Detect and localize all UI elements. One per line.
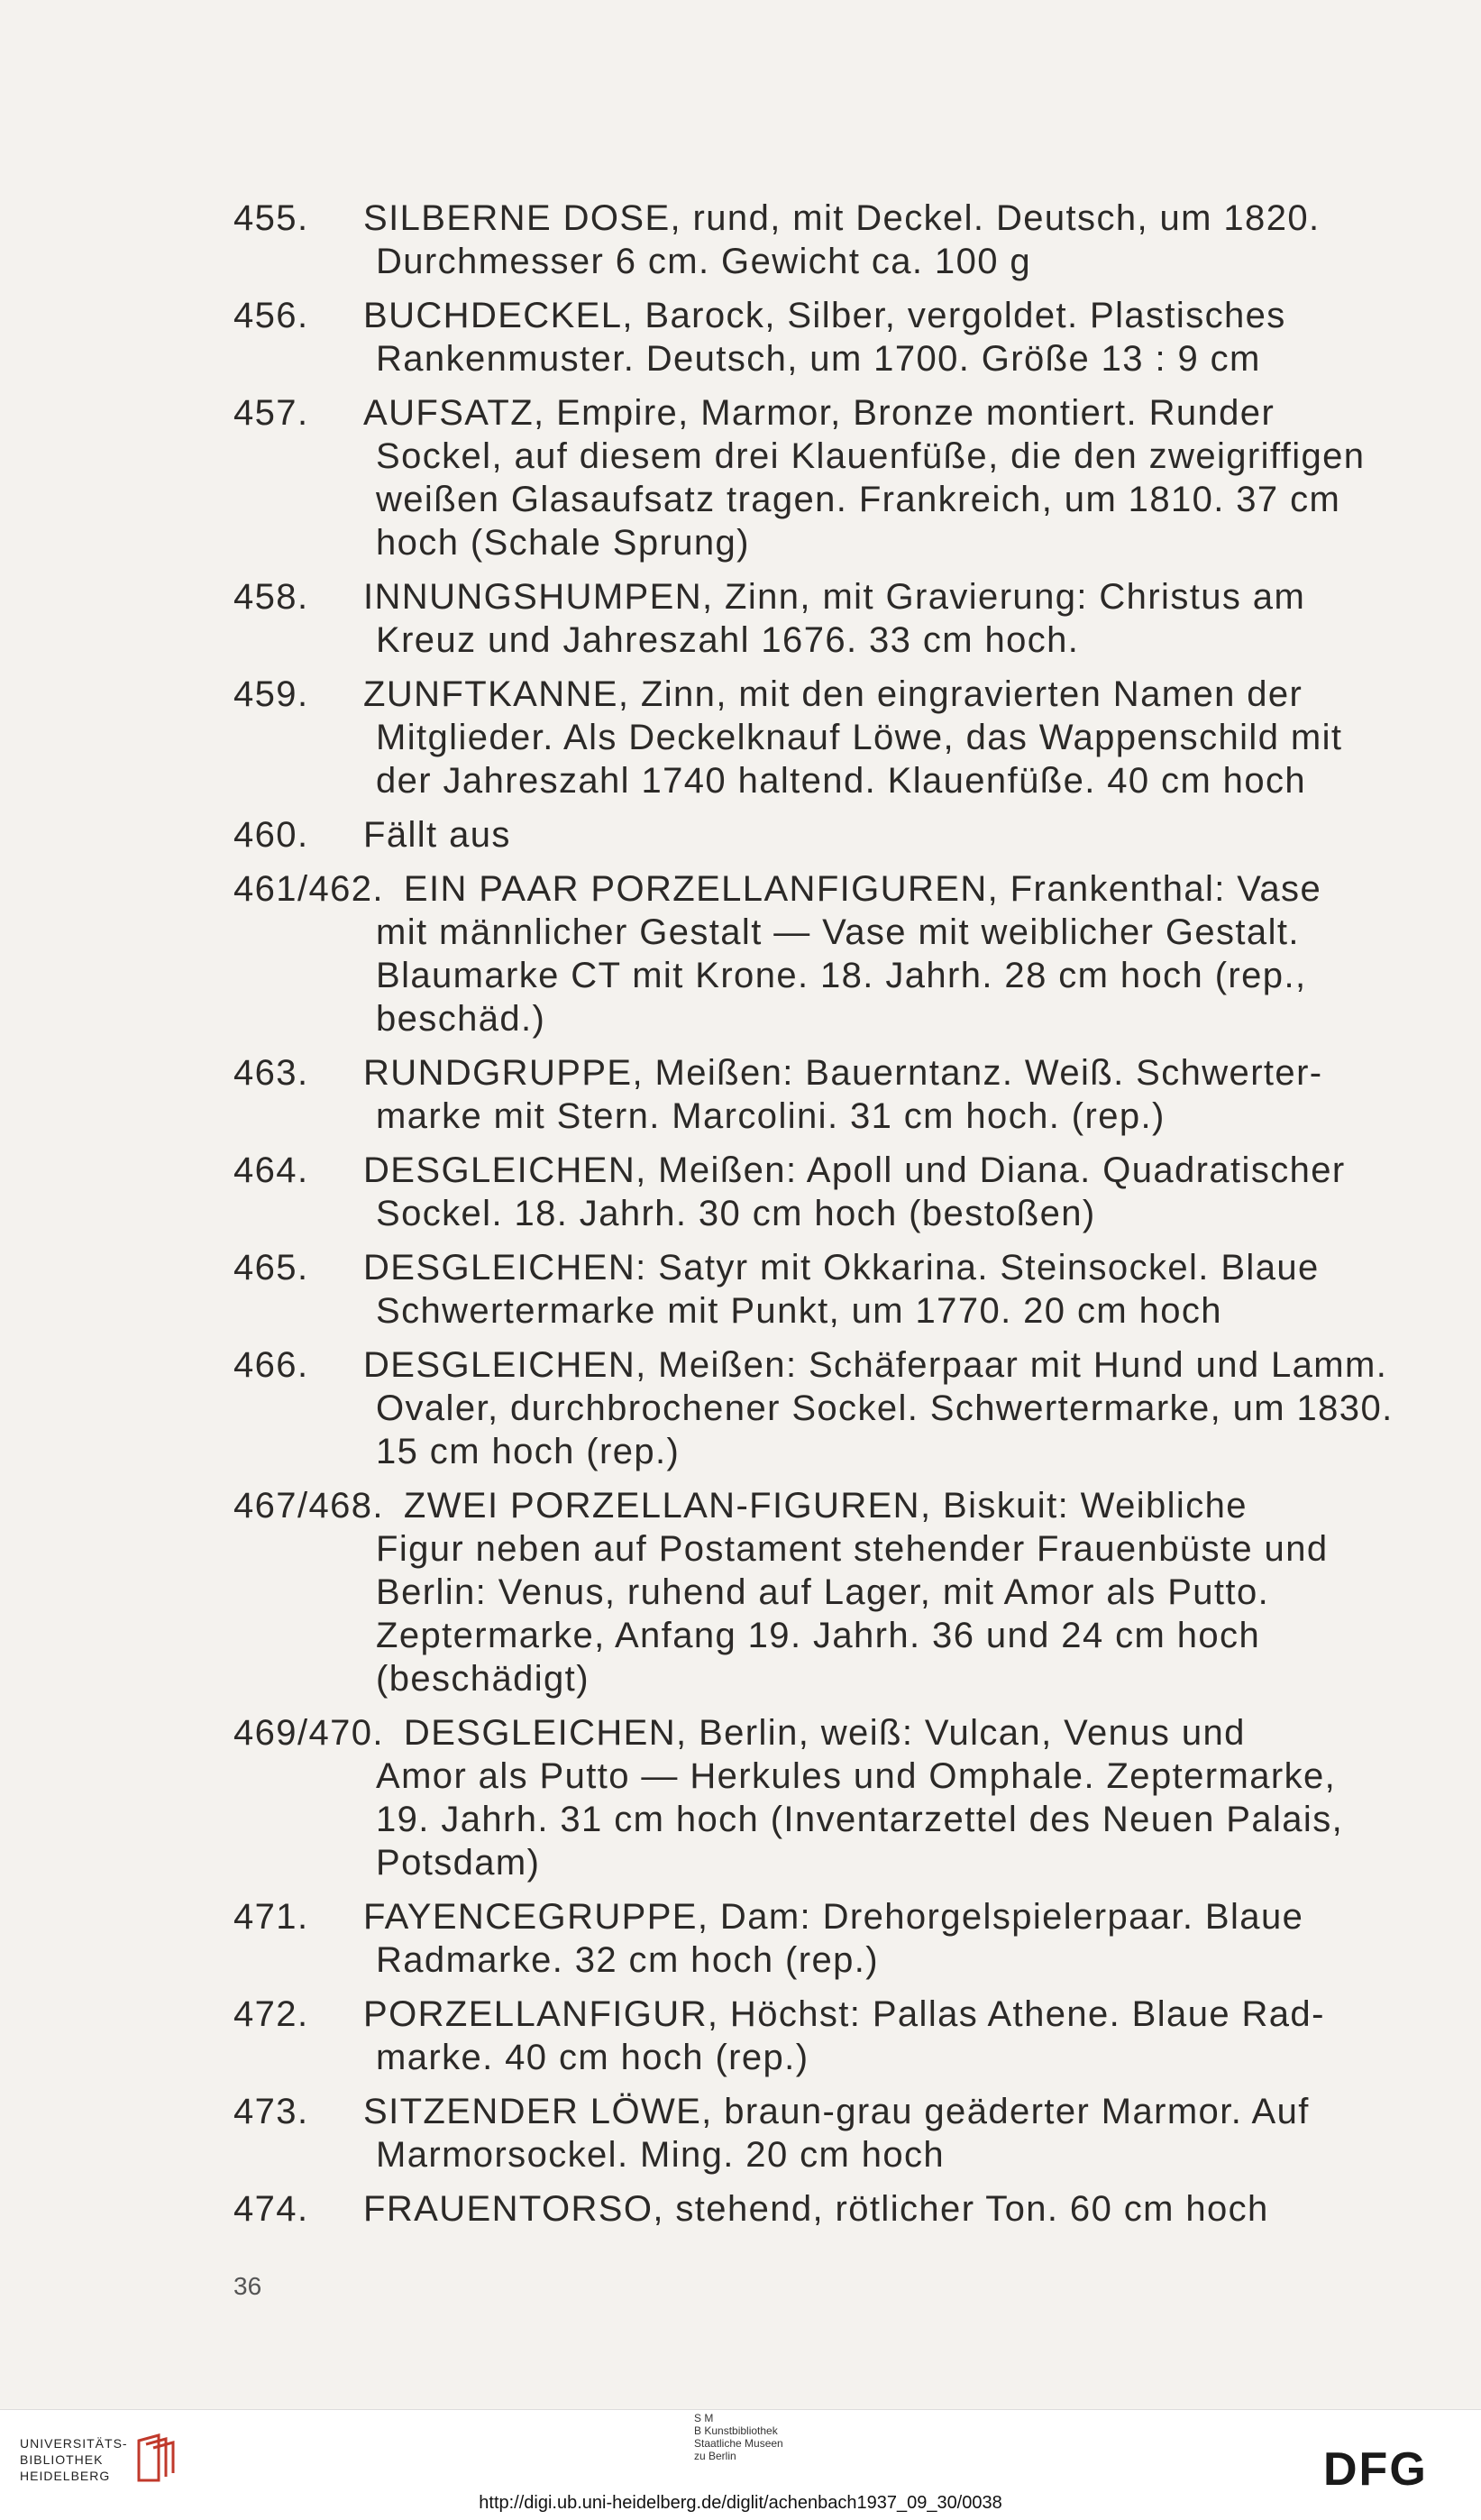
catalog-entry [233,867,1396,1040]
entry-continuation-line: Rankenmuster. Deutsch, um 1700. Größe 13 : 9 cm [376,339,1261,379]
entry-number: 472. [233,1994,309,2034]
entry-continuation-line: Schwertermarke mit Punkt, um 1770. 20 cm hoch [376,1291,1222,1331]
entry-first-line [233,1246,1396,1289]
entry-number: 469/470. [233,1713,384,1753]
entry-continuation-line: Figur neben auf Postament stehender Frauenbüste und [376,1529,1329,1569]
entry-continuation-line: Marmorsockel. Ming. 20 cm hoch [376,2135,946,2175]
catalog-entry [233,1895,1396,1982]
stamp-line: zu Berlin [694,2450,736,2462]
entry-number: 464. [233,1150,309,1190]
entry-number: 474. [233,2189,309,2229]
catalog-entry [233,197,1396,283]
entry-text: ZWEI PORZELLAN-FIGUREN, Biskuit: Weibliche [403,1486,1248,1526]
entry-number: 473. [233,2092,309,2131]
entry-continuation-line: Berlin: Venus, ruhend auf Lager, mit Amor als Putto. [376,1572,1270,1612]
page-number: 36 [233,2272,262,2300]
university-label-line: HEIDELBERG [20,2469,111,2483]
entry-continuation-line: Blaumarke CT mit Krone. 18. Jahrh. 28 cm hoch (rep., [376,956,1307,995]
entry-text: EIN PAAR PORZELLANFIGUREN, Frankenthal: Vase [403,869,1322,909]
stamp-line: S M [694,2412,714,2424]
entry-text: DESGLEICHEN, Berlin, weiß: Vulcan, Venus und [403,1713,1246,1753]
entry-continuation-line: marke. 40 cm hoch (rep.) [376,2038,809,2077]
entry-text: ZUNFTKANNE, Zinn, mit den eingravierten Namen der [363,674,1303,714]
entry-first-line [233,673,1396,716]
entry-continuation-line: (beschädigt) [376,1659,590,1699]
stamp-line: Staatliche Museen [694,2437,783,2450]
university-library-label[interactable] [20,2435,128,2484]
entry-continuation-line: hoch (Schale Sprung) [376,523,750,563]
entry-first-line [233,2187,1396,2231]
entry-first-line [233,867,1396,911]
entry-first-line [233,391,1396,435]
catalog-entry [233,391,1396,564]
entry-number: 461/462. [233,869,384,909]
dfg-logo[interactable]: DFG [1323,2443,1428,2496]
entry-continuation-line: Zeptermarke, Anfang 19. Jahrh. 36 und 24 cm hoch [376,1616,1261,1655]
entry-first-line [233,813,1396,857]
entry-continuation-line: der Jahreszahl 1740 haltend. Klauenfüße. 40 cm hoch [376,761,1307,801]
entry-number: 463. [233,1053,309,1093]
entry-first-line [233,1484,1396,1527]
entry-text: DESGLEICHEN: Satyr mit Okkarina. Steinsockel. Blaue [363,1248,1320,1287]
entry-number: 465. [233,1248,309,1287]
digitization-footer [0,2409,1481,2520]
entry-continuation-line: weißen Glasaufsatz tragen. Frankreich, um 1810. 37 cm [376,480,1341,519]
source-url-link[interactable]: http://digi.ub.uni-heidelberg.de/diglit/achenbach1937_09_30/0038 [479,2493,1002,2513]
entry-number: 471. [233,1897,309,1937]
library-stamp [694,2412,783,2462]
entry-continuation-line: Durchmesser 6 cm. Gewicht ca. 100 g [376,242,1032,281]
entry-text: FRAUENTORSO, stehend, rötlicher Ton. 60 cm hoch [363,2189,1269,2229]
catalog-entry [233,1343,1396,1473]
entry-continuation-line: Sockel. 18. Jahrh. 30 cm hoch (bestoßen) [376,1194,1096,1233]
entry-text: RUNDGRUPPE, Meißen: Bauerntanz. Weiß. Schwerter- [363,1053,1323,1093]
catalog-entry [233,1051,1396,1138]
entry-first-line [233,1895,1396,1938]
entry-text: AUFSATZ, Empire, Marmor, Bronze montiert. Runder [363,393,1275,433]
entry-number: 459. [233,674,309,714]
university-label-line: UNIVERSITÄTS- [20,2436,128,2451]
entry-text: INNUNGSHUMPEN, Zinn, mit Gravierung: Christus am [363,577,1306,617]
catalog-entries [233,197,1396,2241]
entry-first-line [233,575,1396,619]
entry-number: 458. [233,577,309,617]
entry-first-line [233,1051,1396,1095]
entry-text: SITZENDER LÖWE, braun-grau geäderter Marmor. Auf [363,2092,1310,2131]
catalog-entry [233,813,1396,857]
entry-first-line [233,2090,1396,2133]
entry-first-line [233,1993,1396,2036]
stamp-line: B Kunstbibliothek [694,2424,778,2437]
entry-continuation-line: 15 cm hoch (rep.) [376,1432,681,1471]
entry-number: 467/468. [233,1486,384,1526]
entry-continuation-line: 19. Jahrh. 31 cm hoch (Inventarzettel des Neuen Palais, [376,1800,1344,1839]
entry-continuation-line: beschäd.) [376,999,546,1039]
entry-number: 457. [233,393,309,433]
catalog-entry [233,575,1396,662]
entry-continuation-line: marke mit Stern. Marcolini. 31 cm hoch. (rep.) [376,1096,1166,1136]
entry-number: 455. [233,198,309,238]
entry-text: DESGLEICHEN, Meißen: Apoll und Diana. Quadratischer [363,1150,1346,1190]
entry-continuation-line: mit männlicher Gestalt — Vase mit weiblicher Gestalt. [376,912,1300,952]
catalog-entry [233,2090,1396,2176]
entry-number: 456. [233,296,309,335]
entry-continuation-line: Mitglieder. Als Deckelknauf Löwe, das Wappenschild mit [376,718,1343,757]
entry-text: Fällt aus [363,815,511,855]
catalog-entry [233,1993,1396,2079]
catalog-entry [233,673,1396,802]
entry-number: 466. [233,1345,309,1385]
entry-continuation-line: Radmarke. 32 cm hoch (rep.) [376,1940,879,1980]
entry-first-line [233,294,1396,337]
entry-first-line [233,1711,1396,1755]
entry-text: PORZELLANFIGUR, Höchst: Pallas Athene. Blaue Rad- [363,1994,1325,2034]
entry-text: DESGLEICHEN, Meißen: Schäferpaar mit Hund und Lamm. [363,1345,1388,1385]
catalog-entry [233,1711,1396,1884]
catalog-entry [233,1149,1396,1235]
entry-continuation-line: Amor als Putto — Herkules und Omphale. Zeptermarke, [376,1756,1337,1796]
catalog-entry [233,1484,1396,1700]
university-label-line: BIBLIOTHEK [20,2452,104,2467]
entry-first-line [233,1149,1396,1192]
entry-continuation-line: Sockel, auf diesem drei Klauenfüße, die den zweigriffigen [376,436,1366,476]
entry-text: BUCHDECKEL, Barock, Silber, vergoldet. Plastisches [363,296,1286,335]
entry-text: SILBERNE DOSE, rund, mit Deckel. Deutsch, um 1820. [363,198,1321,238]
catalog-entry [233,1246,1396,1333]
entry-first-line [233,1343,1396,1387]
entry-first-line [233,197,1396,240]
entry-number: 460. [233,815,309,855]
entry-continuation-line: Kreuz und Jahreszahl 1676. 33 cm hoch. [376,620,1080,660]
entry-text: FAYENCEGRUPPE, Dam: Drehorgelspielerpaar. Blaue [363,1897,1304,1937]
catalog-entry [233,294,1396,380]
university-logo-icon[interactable] [132,2432,178,2486]
entry-continuation-line: Ovaler, durchbrochener Sockel. Schwertermarke, um 1830. [376,1388,1394,1428]
entry-continuation-line: Potsdam) [376,1843,541,1883]
catalog-entry [233,2187,1396,2231]
